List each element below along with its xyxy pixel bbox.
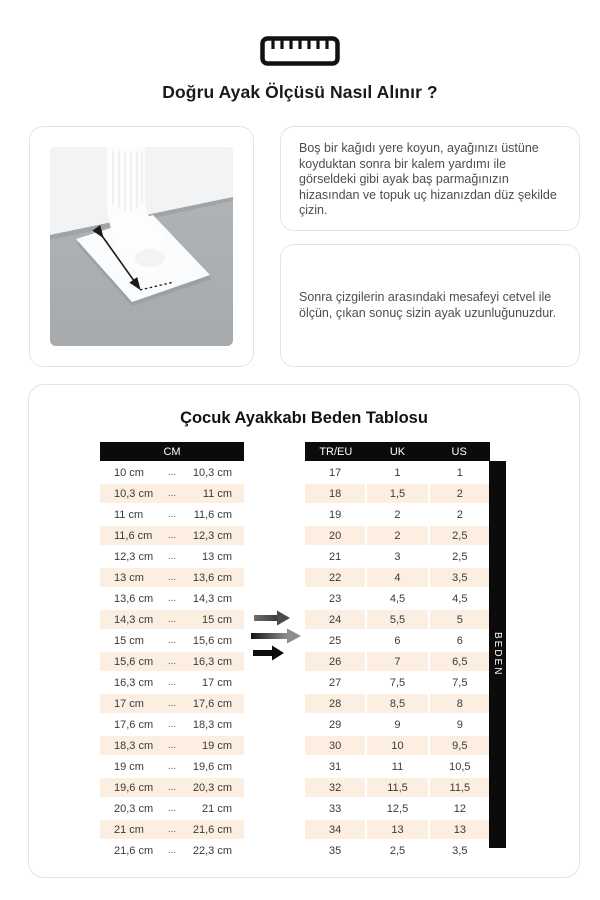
cm-table-row xyxy=(100,526,244,545)
cm-min-cell: 14,3 cm xyxy=(100,610,158,629)
cm-max-cell: 18,3 cm xyxy=(186,715,244,734)
us-size-cell: 2 xyxy=(430,505,490,524)
uk-size-cell: 6 xyxy=(367,631,427,650)
uk-size-cell: 10 xyxy=(367,736,427,755)
cm-table-row xyxy=(100,484,244,503)
cm-max-cell: 15,6 cm xyxy=(186,631,244,650)
us-size-cell: 1 xyxy=(430,463,490,482)
cm-table-row xyxy=(100,841,244,860)
cm-table-row xyxy=(100,694,244,713)
cm-separator-cell: ... xyxy=(158,610,186,629)
us-size-cell: 2 xyxy=(430,484,490,503)
uk-size-cell: 5,5 xyxy=(367,610,427,629)
cm-max-cell: 21,6 cm xyxy=(186,820,244,839)
cm-max-cell: 11 cm xyxy=(186,484,244,503)
treu-size-cell: 35 xyxy=(305,841,365,860)
cm-min-cell: 11,6 cm xyxy=(100,526,158,545)
size-table-title: Çocuk Ayakkabı Beden Tablosu xyxy=(180,409,428,427)
us-size-cell: 4,5 xyxy=(430,589,490,608)
cm-table-row xyxy=(100,673,244,692)
size-table-header-uk: UK xyxy=(389,445,406,458)
treu-size-cell: 23 xyxy=(305,589,365,608)
cm-min-cell: 18,3 cm xyxy=(100,736,158,755)
cm-min-cell: 19,6 cm xyxy=(100,778,158,797)
us-size-cell: 12 xyxy=(430,799,490,818)
size-table-row xyxy=(305,694,490,713)
cm-separator-cell: ... xyxy=(158,484,186,503)
page-title: Doğru Ayak Ölçüsü Nasıl Alınır ? xyxy=(162,82,438,102)
foot-measurement-image-card xyxy=(29,126,254,367)
cm-max-cell: 13,6 cm xyxy=(186,568,244,587)
cm-min-cell: 13 cm xyxy=(100,568,158,587)
cm-max-cell: 12,3 cm xyxy=(186,526,244,545)
cm-separator-cell: ... xyxy=(158,652,186,671)
cm-table-row xyxy=(100,568,244,587)
uk-size-cell: 1 xyxy=(367,463,427,482)
size-table-row xyxy=(305,610,490,629)
cm-table-row xyxy=(100,505,244,524)
size-table-row xyxy=(305,463,490,482)
cm-separator-cell: ... xyxy=(158,694,186,713)
uk-size-cell: 11,5 xyxy=(367,778,427,797)
cm-max-cell: 11,6 cm xyxy=(186,505,244,524)
uk-size-cell: 4 xyxy=(367,568,427,587)
cm-table-row xyxy=(100,736,244,755)
us-size-cell: 9,5 xyxy=(430,736,490,755)
cm-max-cell: 16,3 cm xyxy=(186,652,244,671)
size-table-row xyxy=(305,799,490,818)
cm-min-cell: 15,6 cm xyxy=(100,652,158,671)
size-table-body xyxy=(305,463,490,860)
cm-min-cell: 10 cm xyxy=(100,463,158,482)
us-size-cell: 2,5 xyxy=(430,547,490,566)
size-table-row xyxy=(305,526,490,545)
cm-table-row xyxy=(100,589,244,608)
cm-table-row xyxy=(100,757,244,776)
treu-size-cell: 34 xyxy=(305,820,365,839)
cm-max-cell: 19,6 cm xyxy=(186,757,244,776)
cm-separator-cell: ... xyxy=(158,673,186,692)
cm-separator-cell: ... xyxy=(158,526,186,545)
us-size-cell: 9 xyxy=(430,715,490,734)
treu-size-cell: 32 xyxy=(305,778,365,797)
size-table-row xyxy=(305,652,490,671)
treu-size-cell: 19 xyxy=(305,505,365,524)
cm-table-row xyxy=(100,610,244,629)
cm-table-row xyxy=(100,463,244,482)
us-size-cell: 7,5 xyxy=(430,673,490,692)
foot-measurement-photo xyxy=(50,147,233,346)
cm-max-cell: 13 cm xyxy=(186,547,244,566)
size-table-row xyxy=(305,715,490,734)
cm-min-cell: 21,6 cm xyxy=(100,841,158,860)
cm-separator-cell: ... xyxy=(158,820,186,839)
cm-table-row xyxy=(100,778,244,797)
cm-max-cell: 14,3 cm xyxy=(186,589,244,608)
uk-size-cell: 12,5 xyxy=(367,799,427,818)
treu-size-cell: 18 xyxy=(305,484,365,503)
treu-size-cell: 30 xyxy=(305,736,365,755)
size-table-section xyxy=(28,384,580,878)
uk-size-cell: 13 xyxy=(367,820,427,839)
size-table-row xyxy=(305,484,490,503)
treu-size-cell: 33 xyxy=(305,799,365,818)
measurement-instructions-section xyxy=(29,126,580,367)
cm-separator-cell: ... xyxy=(158,757,186,776)
size-table xyxy=(305,442,490,862)
us-size-cell: 6 xyxy=(430,631,490,650)
cm-max-cell: 22,3 cm xyxy=(186,841,244,860)
treu-size-cell: 20 xyxy=(305,526,365,545)
instruction-card-2 xyxy=(280,244,580,367)
instruction-text-2: Sonra çizgilerin arasındaki mesafeyi cetvel ile ölçün, çıkan sonuç sizin ayak uzunluğunuzdur. xyxy=(299,290,557,320)
cm-table-row xyxy=(100,547,244,566)
cm-separator-cell: ... xyxy=(158,547,186,566)
us-size-cell: 8 xyxy=(430,694,490,713)
cm-max-cell: 21 cm xyxy=(186,799,244,818)
size-table-header-treu: TR/EU xyxy=(319,445,353,458)
us-size-cell: 11,5 xyxy=(430,778,490,797)
uk-size-cell: 11 xyxy=(367,757,427,776)
uk-size-cell: 1,5 xyxy=(367,484,427,503)
uk-size-cell: 2 xyxy=(367,526,427,545)
cm-table-row xyxy=(100,631,244,650)
beden-side-label-text: BEDEN xyxy=(492,632,503,677)
cm-max-cell: 17 cm xyxy=(186,673,244,692)
instruction-card-1 xyxy=(280,126,580,231)
uk-size-cell: 3 xyxy=(367,547,427,566)
cm-min-cell: 13,6 cm xyxy=(100,589,158,608)
cm-table-row xyxy=(100,799,244,818)
size-table-row xyxy=(305,820,490,839)
cm-table-header: CM xyxy=(100,442,244,461)
cm-table-row xyxy=(100,715,244,734)
cm-separator-cell: ... xyxy=(158,799,186,818)
instruction-text-1: Boş bir kağıdı yere koyun, ayağınızı üstüne koyduktan sonra bir kalem yardımı ile görseldeki gibi ayak baş parmağınızın hizasından ve topuk uç hizanızdan düz şekilde çizin. xyxy=(299,141,557,217)
treu-size-cell: 31 xyxy=(305,757,365,776)
size-table-row xyxy=(305,736,490,755)
cm-min-cell: 19 cm xyxy=(100,757,158,776)
treu-size-cell: 17 xyxy=(305,463,365,482)
size-table-row xyxy=(305,547,490,566)
treu-size-cell: 21 xyxy=(305,547,365,566)
cm-min-cell: 12,3 cm xyxy=(100,547,158,566)
size-table-row xyxy=(305,568,490,587)
cm-min-cell: 15 cm xyxy=(100,631,158,650)
cm-max-cell: 20,3 cm xyxy=(186,778,244,797)
treu-size-cell: 25 xyxy=(305,631,365,650)
cm-max-cell: 15 cm xyxy=(186,610,244,629)
ruler-icon xyxy=(260,36,340,66)
cm-table xyxy=(100,442,244,862)
cm-separator-cell: ... xyxy=(158,778,186,797)
cm-separator-cell: ... xyxy=(158,463,186,482)
cm-table-row xyxy=(100,652,244,671)
uk-size-cell: 4,5 xyxy=(367,589,427,608)
cm-separator-cell: ... xyxy=(158,736,186,755)
treu-size-cell: 24 xyxy=(305,610,365,629)
cm-min-cell: 11 cm xyxy=(100,505,158,524)
size-table-row xyxy=(305,841,490,860)
cm-min-cell: 20,3 cm xyxy=(100,799,158,818)
size-table-row xyxy=(305,631,490,650)
cm-separator-cell: ... xyxy=(158,589,186,608)
treu-size-cell: 22 xyxy=(305,568,365,587)
cm-separator-cell: ... xyxy=(158,568,186,587)
instruction-text-column xyxy=(280,126,580,367)
treu-size-cell: 29 xyxy=(305,715,365,734)
mapping-arrows-icon xyxy=(249,607,307,663)
treu-size-cell: 28 xyxy=(305,694,365,713)
cm-min-cell: 17 cm xyxy=(100,694,158,713)
us-size-cell: 3,5 xyxy=(430,568,490,587)
cm-separator-cell: ... xyxy=(158,715,186,734)
beden-side-label xyxy=(489,461,506,848)
us-size-cell: 6,5 xyxy=(430,652,490,671)
cm-min-cell: 16,3 cm xyxy=(100,673,158,692)
size-table-row xyxy=(305,673,490,692)
cm-separator-cell: ... xyxy=(158,841,186,860)
uk-size-cell: 9 xyxy=(367,715,427,734)
treu-size-cell: 27 xyxy=(305,673,365,692)
cm-min-cell: 21 cm xyxy=(100,820,158,839)
cm-max-cell: 17,6 cm xyxy=(186,694,244,713)
cm-separator-cell: ... xyxy=(158,631,186,650)
cm-table-row xyxy=(100,820,244,839)
size-table-row xyxy=(305,778,490,797)
size-table-row xyxy=(305,589,490,608)
size-table-header-row xyxy=(305,442,490,461)
cm-min-cell: 17,6 cm xyxy=(100,715,158,734)
uk-size-cell: 7 xyxy=(367,652,427,671)
us-size-cell: 5 xyxy=(430,610,490,629)
size-table-row xyxy=(305,757,490,776)
cm-separator-cell: ... xyxy=(158,505,186,524)
size-table-header-us: US xyxy=(451,445,467,458)
cm-table-body xyxy=(100,463,244,860)
cm-min-cell: 10,3 cm xyxy=(100,484,158,503)
us-size-cell: 2,5 xyxy=(430,526,490,545)
cm-max-cell: 19 cm xyxy=(186,736,244,755)
us-size-cell: 13 xyxy=(430,820,490,839)
treu-size-cell: 26 xyxy=(305,652,365,671)
cm-max-cell: 10,3 cm xyxy=(186,463,244,482)
size-table-row xyxy=(305,505,490,524)
us-size-cell: 3,5 xyxy=(430,841,490,860)
uk-size-cell: 2 xyxy=(367,505,427,524)
uk-size-cell: 7,5 xyxy=(367,673,427,692)
uk-size-cell: 2,5 xyxy=(367,841,427,860)
uk-size-cell: 8,5 xyxy=(367,694,427,713)
us-size-cell: 10,5 xyxy=(430,757,490,776)
